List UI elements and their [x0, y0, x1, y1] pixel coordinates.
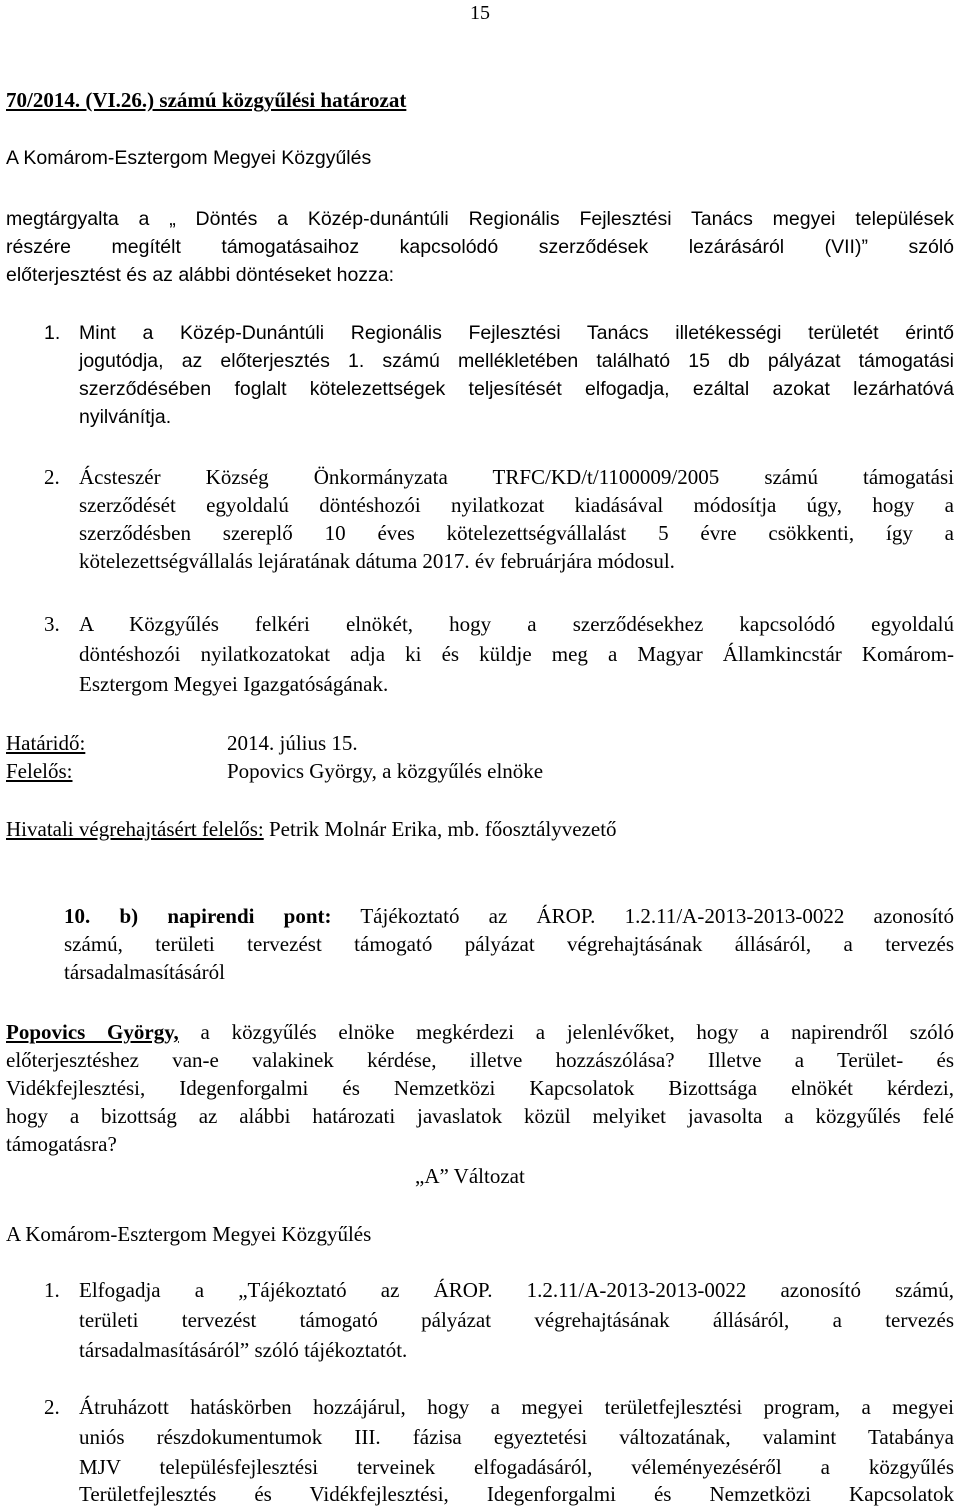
- responsible-value: Popovics György, a közgyűlés elnöke: [227, 759, 544, 783]
- item-number: 3.: [44, 612, 60, 636]
- item-line: Mint a Közép-Dunántúli Regionális Fejlesztési Tanács illetékességi területét érintő: [79, 322, 954, 344]
- item-line: nyilvánítja.: [79, 406, 172, 428]
- item-line: szerződését egyoldalú döntéshozói nyilatkozat kiadásával módosítja úgy, hogy a: [79, 493, 954, 517]
- item-line: Átruházott hatáskörben hozzájárul, hogy a megyei területfejlesztési program, a megyei: [79, 1395, 954, 1419]
- agenda-line: számú, területi tervezést támogató pályázat végrehajtásának állásáról, a tervezés: [64, 932, 954, 956]
- speaker-line: támogatásra?: [6, 1132, 117, 1156]
- item-line: Elfogadja a „Tájékoztató az ÁROP. 1.2.11/A-2013-2013-0022 azonosító számú,: [79, 1278, 954, 1302]
- speaker-line: [6, 1018, 954, 1046]
- deadline-value: 2014. július 15.: [227, 731, 358, 755]
- office-responsible: [6, 815, 617, 843]
- item-line: területi tervezést támogató pályázat végrehajtásának állásáról, a tervezés: [79, 1308, 954, 1332]
- intro-line: megtárgyalta a „ Döntés a Közép-dunántúli Regionális Fejlesztési Tanács megyei települések: [6, 208, 954, 230]
- deadline-label: Határidő:: [6, 731, 86, 755]
- speaker-line: előterjesztéshez van-e valakinek kérdése, illetve hozzászólása? Illetve a Terület- és: [6, 1048, 954, 1072]
- office-label: Hivatali végrehajtásért felelős:: [6, 817, 264, 841]
- responsible-label: Felelős:: [6, 759, 73, 783]
- item-line: szerződésben szereplő 10 éves kötelezettségvállalást 5 évre csökkenti, így a: [79, 521, 954, 545]
- page-number: 15: [470, 2, 490, 24]
- speaker-line: Vidékfejlesztési, Idegenforgalmi és Nemzetközi Kapcsolatok Bizottsága elnökét kérdezi,: [6, 1076, 954, 1100]
- agenda-line: társadalmasításáról: [64, 960, 225, 984]
- item-line: Esztergom Megyei Igazgatóságának.: [79, 672, 389, 696]
- item-line: jogutódja, az előterjesztés 1. számú mellékletében található 15 db pályázat támogatási: [79, 350, 954, 372]
- item-line: A Közgyűlés felkéri elnökét, hogy a szerződésekhez kapcsolódó egyoldalú: [79, 612, 954, 636]
- item-number: 1.: [44, 1278, 60, 1302]
- intro-line: részére megítélt támogatásaihoz kapcsolódó szerződések lezárásáról (VII)” szóló: [6, 236, 954, 258]
- agenda-line: [64, 902, 954, 930]
- item-number: 1.: [44, 322, 61, 344]
- item-line: kötelezettségvállalás lejáratának dátuma 2017. év februárjára módosul.: [79, 549, 675, 573]
- item-line: társadalmasításáról” szóló tájékoztatót.: [79, 1338, 408, 1362]
- assembly-name-2: A Komárom-Esztergom Megyei Közgyűlés: [6, 1222, 372, 1246]
- speaker-name: Popovics György,: [6, 1020, 179, 1044]
- agenda-text: Tájékoztató az ÁROP. 1.2.11/A-2013-2013-0022 azonosító: [331, 904, 955, 928]
- agenda-prefix: 10. b) napirendi pont:: [64, 904, 332, 928]
- intro-line: előterjesztést és az alábbi döntéseket hozza:: [6, 264, 395, 286]
- item-line: MJV településfejlesztési terveinek elfogadásáról, véleményezéséről a közgyűlés: [79, 1455, 954, 1479]
- resolution-heading: 70/2014. (VI.26.) számú közgyűlési határozat: [6, 88, 407, 112]
- item-line: Ácsteszér Község Önkormányzata TRFC/KD/t/1100009/2005 számú támogatási: [79, 465, 954, 489]
- item-number: 2.: [44, 465, 60, 489]
- speaker-line: hogy a bizottság az alábbi határozati javaslatok közül melyiket javasolta a közgyűlés felé: [6, 1104, 954, 1128]
- item-line: döntéshozói nyilatkozatokat adja ki és küldje meg a Magyar Államkincstár Komárom-: [79, 642, 954, 666]
- item-line: Területfejlesztés és Vidékfejlesztési, Idegenforgalmi és Nemzetközi Kapcsolatok: [79, 1482, 954, 1506]
- assembly-name: A Komárom-Esztergom Megyei Közgyűlés: [6, 147, 372, 169]
- item-line: uniós részdokumentumok III. fázisa egyeztetési változatának, valamint Tatabánya: [79, 1425, 954, 1449]
- variant-title: „A” Változat: [415, 1164, 525, 1188]
- item-number: 2.: [44, 1395, 60, 1419]
- speaker-text: a közgyűlés elnöke megkérdezi a jelenlévőket, hogy a napirendről szóló: [178, 1020, 954, 1044]
- item-line: szerződésében foglalt kötelezettségek teljesítését elfogadja, ezáltal azokat lezárhatóvá: [79, 378, 954, 400]
- office-value: Petrik Molnár Erika, mb. főosztályvezető: [263, 817, 617, 841]
